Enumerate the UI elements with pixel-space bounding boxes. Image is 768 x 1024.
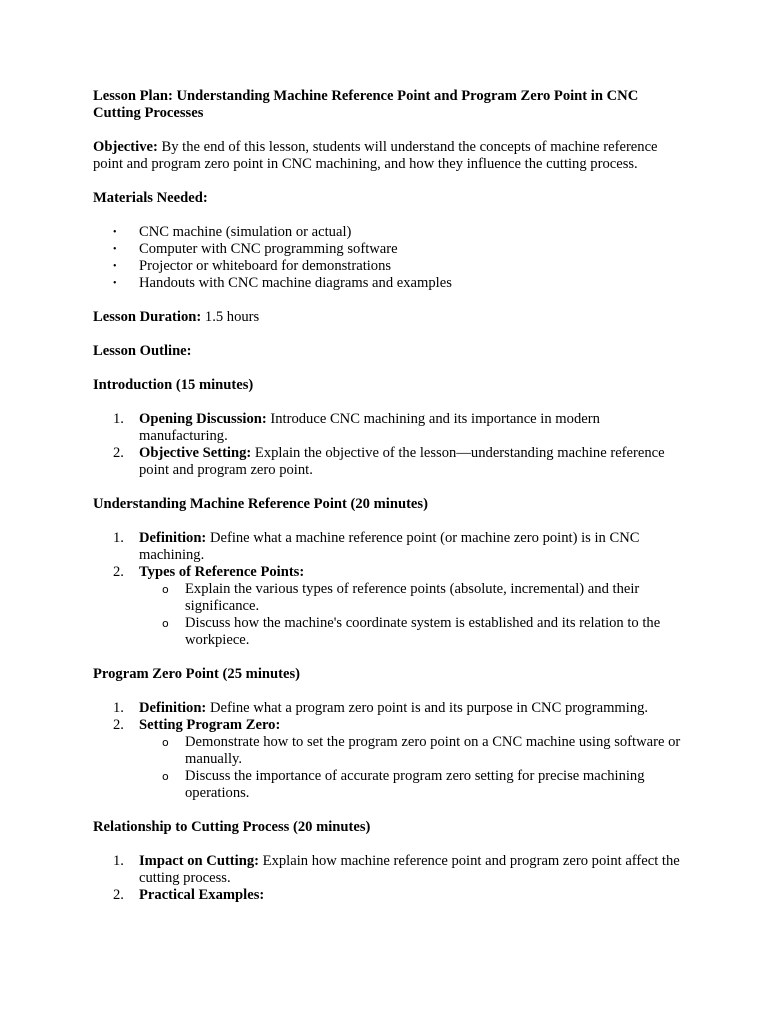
program-zero-sublist (139, 734, 683, 802)
bullet-icon: • (113, 227, 117, 238)
introduction-heading: Introduction (15 minutes) (93, 377, 254, 393)
circle-bullet-icon: o (162, 770, 169, 783)
outline-heading: Lesson Outline: (93, 343, 192, 359)
circle-bullet-icon: o (162, 583, 169, 596)
list-item: • Projector or whiteboard for demonstrations (113, 258, 392, 274)
objective-label: Objective: (93, 139, 158, 155)
list-item: 2. Setting Program Zero: o Demonstrate how to set the program zero point on a CNC machine using software or manually. o Discuss the importance of accurate program zero setting for precise machining operations. (93, 717, 683, 802)
list-item: 1. Opening Discussion: Introduce CNC machining and its importance in modern manufacturing. (113, 411, 600, 444)
materials-list (93, 224, 683, 292)
bullet-icon: • (113, 261, 117, 272)
bullet-icon: • (113, 244, 117, 255)
duration-paragraph (93, 309, 683, 326)
cutting-process-list (93, 853, 683, 904)
program-zero-list (93, 700, 683, 802)
list-item: 2. Objective Setting: Explain the objective of the lesson—understanding machine reference point and program zero point. (113, 445, 665, 478)
cutting-process-heading: Relationship to Cutting Process (20 minutes) (93, 819, 371, 835)
sub-list-item: o Explain the various types of reference points (absolute, incremental) and their significance. (162, 581, 640, 614)
introduction-list (93, 411, 683, 479)
reference-point-list (93, 530, 683, 649)
list-item: • Computer with CNC programming software (113, 241, 398, 257)
circle-bullet-icon: o (162, 736, 169, 749)
list-item: • CNC machine (simulation or actual) (113, 224, 352, 240)
bullet-icon: • (113, 278, 117, 289)
reference-point-heading: Understanding Machine Reference Point (20 minutes) (93, 496, 428, 512)
objective-paragraph (93, 139, 683, 173)
lesson-title: Lesson Plan: Understanding Machine Reference Point and Program Zero Point in CNC Cutting Processes (93, 88, 639, 121)
document-page (93, 88, 683, 921)
list-item: 1. Impact on Cutting: Explain how machine reference point and program zero point affect the cutting process. (113, 853, 680, 886)
duration-label: Lesson Duration: (93, 309, 202, 325)
objective-text: By the end of this lesson, students will understand the concepts of machine reference point and program zero point in CNC machining, and how they influence the cutting process. (93, 139, 658, 172)
sub-list-item: o Discuss how the machine's coordinate system is established and its relation to the workpiece. (162, 615, 661, 648)
list-item: 1. Definition: Define what a program zero point is and its purpose in CNC programming. (113, 700, 649, 716)
duration-text: 1.5 hours (201, 309, 260, 325)
list-item: 1. Definition: Define what a machine reference point (or machine zero point) is in CNC machining. (113, 530, 640, 563)
reference-point-sublist (139, 581, 683, 649)
materials-heading: Materials Needed: (93, 190, 208, 206)
sub-list-item: o Demonstrate how to set the program zero point on a CNC machine using software or manually. (162, 734, 681, 767)
list-item: 2. Practical Examples: (113, 887, 265, 903)
list-item: • Handouts with CNC machine diagrams and examples (113, 275, 452, 291)
list-item: 2. Types of Reference Points: o Explain the various types of reference points (absolute, incremental) and their significance. o Discuss how the machine's coordinate system is established and its relation to the workpiece. (93, 564, 683, 649)
circle-bullet-icon: o (162, 617, 169, 630)
sub-list-item: o Discuss the importance of accurate program zero setting for precise machining operations. (162, 768, 645, 801)
program-zero-heading: Program Zero Point (25 minutes) (93, 666, 300, 682)
